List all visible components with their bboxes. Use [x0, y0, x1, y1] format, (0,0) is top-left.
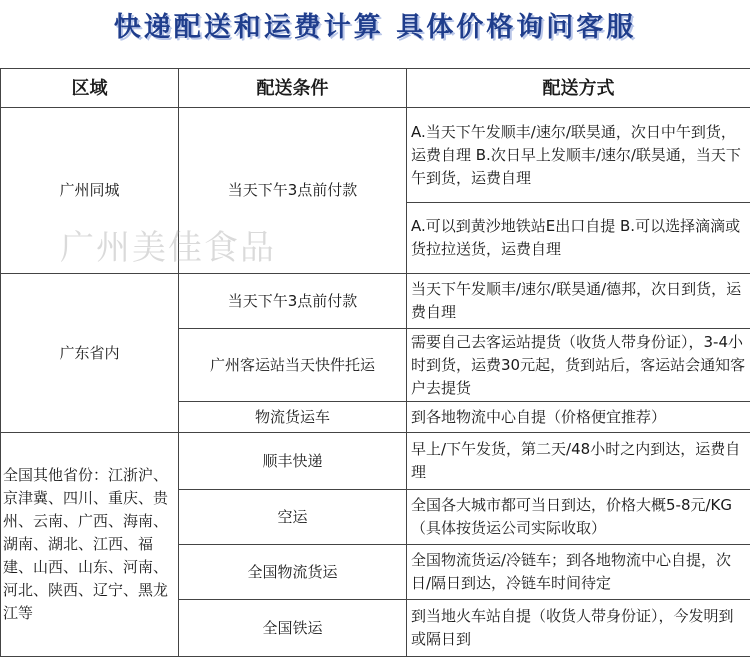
watermark: 广州美佳食品 — [60, 228, 276, 268]
table-row — [1, 108, 750, 203]
condition-guangdong-express: 当天下午3点前付款 — [179, 274, 407, 329]
method-guangzhou-delivery: A.当天下午发顺丰/速尔/联昊通，次日中午到货，运费自理 B.次日早上发顺丰/速尔/联昊通，当天下午到货，运费自理 — [407, 108, 750, 203]
method-guangdong-bus: 需要自己去客运站提货（收货人带身份证），3-4小时到货，运费30元起，货到站后，客运站会通知客户去提货 — [407, 329, 750, 402]
condition-national-freight: 全国物流货运 — [179, 545, 407, 600]
method-national-rail: 到当地火车站自提（收货人带身份证），今发明到或隔日到 — [407, 600, 750, 657]
region-national: 全国其他省份：江浙沪、京津冀、四川、重庆、贵州、云南、广西、海南、湖南、湖北、江西、福建、山西、山东、河南、河北、陕西、辽宁、黑龙江等 — [1, 433, 179, 657]
table-row — [1, 274, 750, 329]
method-guangdong-freight: 到各地物流中心自提（价格便宜推荐） — [407, 402, 750, 433]
shipping-table — [0, 68, 750, 657]
region-guangdong: 广东省内 — [1, 274, 179, 433]
page-title: 快递配送和运费计算 具体价格询问客服 — [113, 12, 637, 43]
method-guangzhou-pickup: A.可以到黄沙地铁站E出口自提 B.可以选择滴滴或货拉拉送货，运费自理 — [407, 203, 750, 274]
condition-national-sf: 顺丰快递 — [179, 433, 407, 490]
table-row — [1, 433, 750, 490]
method-national-air: 全国各大城市都可当日到达，价格大概5-8元/KG（具体按货运公司实际收取） — [407, 490, 750, 545]
method-guangdong-express: 当天下午发顺丰/速尔/联昊通/德邦，次日到货，运费自理 — [407, 274, 750, 329]
table-header-row — [1, 69, 750, 108]
header-condition: 配送条件 — [179, 69, 407, 108]
condition-guangdong-freight: 物流货运车 — [179, 402, 407, 433]
condition-guangzhou: 当天下午3点前付款 — [179, 108, 407, 274]
condition-national-air: 空运 — [179, 490, 407, 545]
method-national-sf: 早上/下午发货，第二天/48小时之内到达，运费自理 — [407, 433, 750, 490]
condition-guangdong-bus: 广州客运站当天快件托运 — [179, 329, 407, 402]
condition-national-rail: 全国铁运 — [179, 600, 407, 657]
header-region: 区域 — [1, 69, 179, 108]
method-national-freight: 全国物流货运/冷链车；到各地物流中心自提，次日/隔日到达，冷链车时间待定 — [407, 545, 750, 600]
header-method: 配送方式 — [407, 69, 750, 108]
region-guangzhou: 广州同城 — [1, 108, 179, 274]
